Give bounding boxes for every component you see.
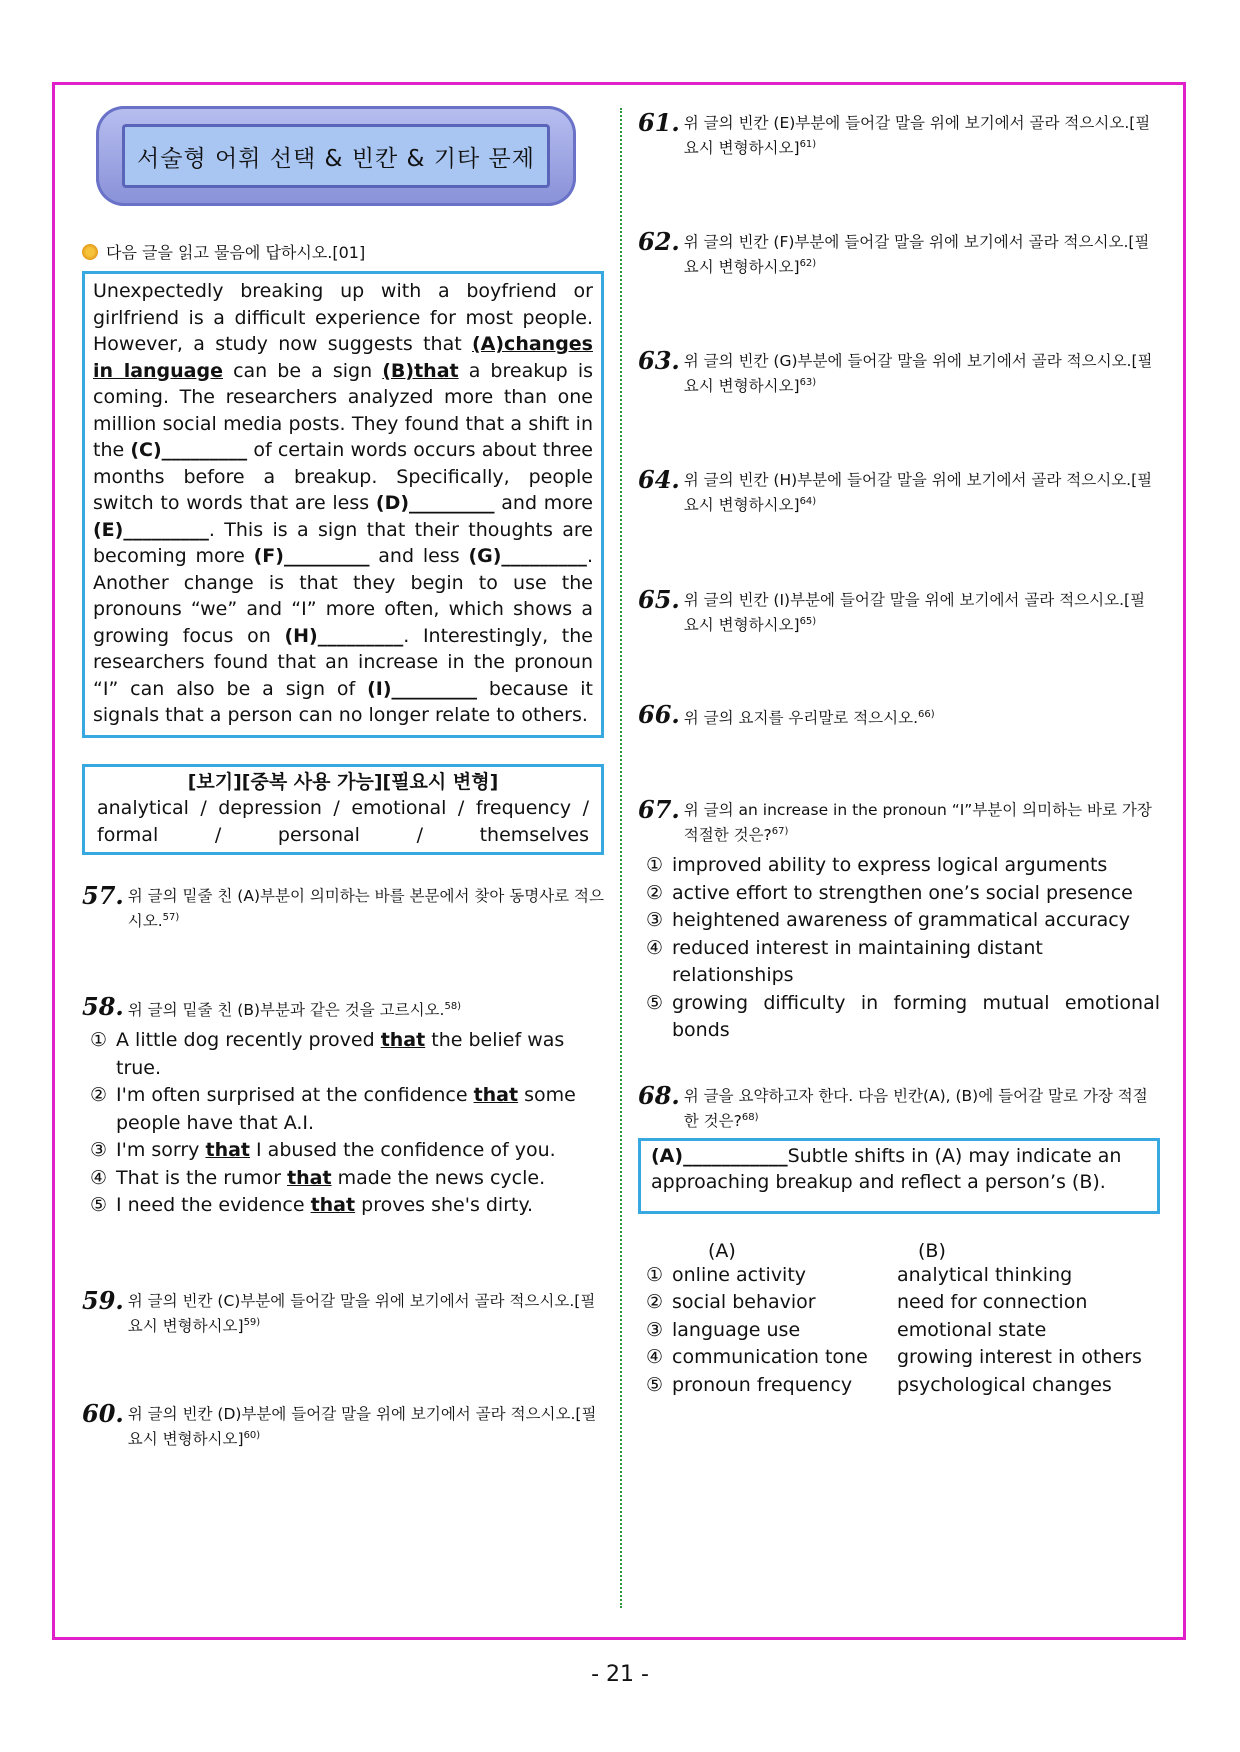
answer-options: [638, 852, 1160, 1045]
passage-text: . Another change is that they begin to use the pronouns “we” and “I” more often, which shows a growing focus on: [93, 545, 593, 647]
option-a: pronoun frequency: [672, 1373, 853, 1396]
option-4[interactable]: [638, 1344, 1160, 1372]
option-mark: ③: [90, 1139, 108, 1162]
option-5[interactable]: [638, 990, 1160, 1045]
option-underline: that: [287, 1166, 332, 1189]
question-number: 58.: [82, 992, 124, 1022]
option-text: made the news cycle.: [331, 1166, 546, 1189]
question-text: 위 글의 밑줄 친 (A)부분이 의미하는 바를 본문에서 찾아 동명사로 적으시오.: [127, 887, 605, 931]
question-ref: 68): [741, 1111, 759, 1123]
underline-a: (A)changes in language: [93, 333, 593, 382]
option-text: I'm sorry: [116, 1139, 206, 1162]
question-ref: 67): [771, 825, 789, 837]
option-text: A little dog recently proved: [116, 1029, 381, 1052]
option-mark: ①: [646, 854, 664, 877]
option-underline: that: [473, 1084, 519, 1107]
passage-text: and less: [369, 545, 469, 567]
option-mark: ④: [90, 1166, 108, 1189]
summary-box: [638, 1138, 1160, 1214]
question-ref: 62): [799, 258, 817, 270]
option-text: proves she's dirty.: [355, 1194, 534, 1217]
word-bank: [82, 764, 604, 856]
question-ref: 59): [243, 1316, 261, 1328]
option-mark: ①: [646, 1263, 664, 1286]
question-64: [638, 465, 1160, 516]
option-1[interactable]: [638, 852, 1160, 880]
question-58: [82, 992, 604, 1220]
question-ref: 58): [444, 1001, 462, 1013]
option-2[interactable]: [638, 1289, 1160, 1317]
question-number: 67.: [638, 794, 680, 824]
passage-text: Unexpectedly breaking up with a boyfriend or girlfriend is a difficult experience for most people. However, a study now suggests that: [93, 280, 593, 355]
option-a: online activity: [672, 1263, 807, 1286]
question-text: 위 글의 요지를 우리말로 적으시오.: [683, 708, 919, 727]
question-ref: 61): [799, 139, 817, 150]
blank-e: (E)_________: [93, 518, 209, 541]
option-text: That is the rumor: [116, 1166, 288, 1189]
question-60: [82, 1398, 604, 1450]
underline-b: (B)that: [382, 359, 459, 382]
question-66: [638, 699, 1160, 729]
option-text: active effort to strengthen one’s social presence: [672, 881, 1133, 904]
word-bank-words: analytical / depression / emotional / frequency / formal / personal / themselves: [97, 797, 589, 846]
passage-text: . This is a sign that their thoughts are becoming more: [93, 518, 593, 567]
option-text: improved ability to express logical arguments: [672, 854, 1108, 877]
option-mark: ④: [646, 1346, 664, 1369]
option-b: need for connection: [897, 1291, 1088, 1314]
option-text: some people have that A.I.: [116, 1084, 576, 1134]
option-a: social behavior: [672, 1291, 816, 1314]
blank-f: (F)_________: [253, 545, 370, 567]
question-ref: 60): [243, 1429, 261, 1441]
question-text: 위 글의 빈칸 (C)부분에 들어갈 말을 위에 보기에서 골라 적으시오.[필요시 변형하시오]: [127, 1291, 596, 1335]
question-text: 위 글의 밑줄 친 (B)부분과 같은 것을 고르시오.: [127, 1001, 445, 1020]
question-ref: 64): [799, 496, 817, 508]
blank-c: (C)_________: [130, 439, 248, 461]
reading-passage: [82, 271, 604, 738]
answer-options: [82, 1027, 604, 1220]
question-ref: 57): [162, 912, 180, 923]
option-mark: ②: [646, 1291, 664, 1314]
passage-text: a breakup is coming. The researchers analyzed more than one million social media posts. They found that a shift in the: [93, 359, 593, 461]
option-a: communication tone: [672, 1346, 868, 1369]
option-text: reduced interest in maintaining distant relationships: [672, 936, 1043, 987]
question-text: 위 글의 빈칸 (H)부분에 들어갈 말을 위에 보기에서 골라 적으시오.[필요시 변형하시오]: [683, 471, 1153, 515]
question-text: 위 글의 빈칸 (G)부분에 들어갈 말을 위에 보기에서 골라 적으시오.[필요시 변형하시오]: [683, 352, 1153, 396]
word-bank-title: [보기][중복 사용 가능][필요시 변형]: [187, 770, 499, 793]
right-column: [638, 108, 1160, 1399]
choice-header: [638, 1240, 1160, 1262]
option-mark: ③: [646, 1318, 664, 1341]
instruction-text: 다음 글을 읽고 물음에 답하시오.[01]: [106, 243, 366, 262]
question-number: 66.: [638, 699, 680, 729]
blank-i: (I)_________: [367, 677, 478, 700]
option-text: heightened awareness of grammatical accuracy: [672, 909, 1130, 932]
option-b: psychological changes: [897, 1373, 1112, 1396]
question-number: 60.: [82, 1398, 124, 1428]
option-mark: ⑤: [90, 1194, 108, 1217]
question-number: 63.: [638, 346, 680, 376]
summary-text: Subtle shifts in (A) may indicate an approaching breakup and reflect a person’s (B).: [651, 1144, 1122, 1194]
question-number: 61.: [638, 108, 680, 137]
passage-text: because it signals that a person can no longer relate to others.: [93, 677, 593, 726]
question-text: 위 글의 빈칸 (F)부분에 들어갈 말을 위에 보기에서 골라 적으시오.[필요시 변형하시오]: [683, 233, 1150, 277]
question-ref: 63): [799, 377, 817, 389]
question-59: [82, 1285, 604, 1337]
answer-options: [638, 1262, 1160, 1400]
blank-g: (G)_________: [468, 545, 587, 567]
question-ref: 65): [799, 615, 817, 627]
option-3[interactable]: [638, 1317, 1160, 1345]
option-4[interactable]: [82, 1165, 604, 1193]
question-65: [638, 584, 1160, 636]
option-mark: ④: [646, 936, 664, 959]
passage-text: and more: [494, 492, 593, 514]
question-63: [638, 346, 1160, 397]
passage-text: . Interestingly, the researchers found that an increase in the pronoun “I” can also be a sign of: [93, 624, 593, 700]
option-b: growing interest in others: [897, 1346, 1142, 1369]
blank-d: (D)_________: [375, 492, 495, 514]
question-text: 위 글의 빈칸 (I)부분에 들어갈 말을 위에 보기에서 골라 적으시오.[필요시 변형하시오]: [683, 590, 1146, 634]
instruction: [82, 240, 604, 263]
option-underline: that: [310, 1194, 356, 1217]
option-4[interactable]: [638, 935, 1160, 990]
passage-text: of certain words occurs about three months before a breakup. Specifically, people switch to words that are less: [93, 439, 593, 514]
option-text: I need the evidence: [116, 1194, 311, 1217]
option-a: language use: [672, 1318, 801, 1341]
summary-blank: (A)___________: [651, 1144, 788, 1167]
section-banner: [96, 106, 576, 206]
question-number: 59.: [82, 1285, 124, 1315]
question-61: [638, 108, 1160, 159]
option-b: emotional state: [897, 1318, 1047, 1341]
option-3[interactable]: [638, 907, 1160, 935]
option-b: analytical thinking: [897, 1263, 1073, 1286]
header-b: (B): [918, 1239, 946, 1262]
question-62: [638, 227, 1160, 278]
question-text: 위 글의 빈칸 (E)부분에 들어갈 말을 위에 보기에서 골라 적으시오.[필요시 변형하시오]: [683, 114, 1151, 158]
option-mark: ①: [90, 1029, 108, 1052]
question-text: 위 글을 요약하고자 한다. 다음 빈칸(A), (B)에 들어갈 말로 가장 적절한 것은?: [683, 1086, 1148, 1130]
page-number: - 21 -: [591, 1662, 649, 1687]
option-5[interactable]: [82, 1192, 604, 1220]
option-mark: ②: [90, 1084, 108, 1107]
blank-h: (H)_________: [284, 624, 404, 647]
question-67: [638, 794, 1160, 1045]
option-2[interactable]: [638, 880, 1160, 908]
question-number: 57.: [82, 881, 124, 910]
option-mark: ③: [646, 909, 664, 932]
option-3[interactable]: [82, 1137, 604, 1165]
question-text: 위 글의 빈칸 (D)부분에 들어갈 말을 위에 보기에서 골라 적으시오.[필요시 변형하시오]: [127, 1404, 597, 1449]
option-mark: ⑤: [646, 991, 664, 1014]
option-mark: ⑤: [646, 1373, 664, 1396]
option-mark: ②: [646, 881, 664, 904]
question-number: 68.: [638, 1080, 680, 1110]
column-divider: [620, 108, 622, 1608]
question-57: [82, 881, 605, 932]
option-underline: that: [205, 1139, 250, 1162]
option-5[interactable]: [638, 1372, 1160, 1400]
passage-text: can be a sign: [223, 359, 383, 382]
question-number: 62.: [638, 227, 680, 257]
option-1[interactable]: [638, 1262, 1160, 1290]
option-text: the belief was true.: [116, 1029, 565, 1079]
question-text: 위 글의 an increase in the pronoun “I”부분이 의미하는 바로 가장 적절한 것은?: [683, 800, 1152, 845]
option-1[interactable]: [82, 1027, 604, 1082]
header-a: (A): [708, 1239, 736, 1262]
question-number: 65.: [638, 584, 680, 614]
question-ref: 66): [918, 708, 935, 720]
flower-icon: [82, 244, 98, 260]
question-68: [638, 1080, 1160, 1400]
option-2[interactable]: [82, 1082, 604, 1137]
option-text: I abused the confidence of you.: [250, 1139, 556, 1162]
option-text: growing difficulty in forming mutual emotional bonds: [672, 991, 1160, 1042]
left-column: [82, 106, 604, 1450]
option-text: I'm often surprised at the confidence: [116, 1084, 474, 1107]
option-underline: that: [380, 1029, 426, 1052]
question-number: 64.: [638, 465, 680, 495]
section-title: 서술형 어휘 선택 & 빈칸 & 기타 문제: [122, 124, 550, 188]
